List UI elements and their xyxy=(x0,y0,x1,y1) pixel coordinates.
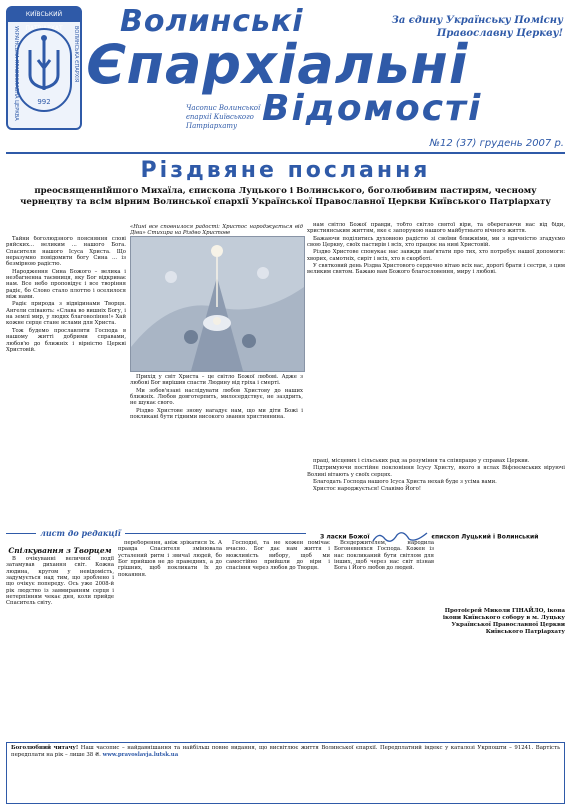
paragraph: Бажаючи поділитись духовною радістю зі своїми ближніми, ми з вдячністю згадуємо свою Церкву, своїх пастирів і всіх, хто працює на ниві Христовій. xyxy=(307,235,565,249)
title-line-1: Волинські xyxy=(120,4,304,39)
article-headline: Різдвяне послання xyxy=(140,158,431,183)
diocese-seal xyxy=(6,6,82,130)
seal-top-text: КИЇВСЬКИЙ ПАТРІАРХАТ xyxy=(8,8,80,22)
masthead-motto: За єдину Українську Помісну Православну Церкву! xyxy=(391,15,563,39)
masthead-subheading: Часопис Волинської єпархії Київського Патріархату xyxy=(186,104,261,130)
paragraph: переборення, аніж зрікатися їх. А правда Спасителя змінювала усталений ритм і звичаї людей, бо Бог прийшов не до праведних, а до грішних, щоб покликати їх до покаяння. xyxy=(118,540,222,578)
paragraph: Різдво Христове знову нагадує нам, що ми діти Божі і покликані бути гідними високого звання християнина. xyxy=(130,407,303,421)
footer-text-block xyxy=(7,743,564,761)
article-column-2 xyxy=(130,374,303,526)
footer-text: Наш часопис – найдавнішання та найбільш повне видання, що висвітлює життя Волинської єпархії. Передплатний індекс у каталозі Укрпошти – 91241. Вартість передплати на рік – лише 38 ₴. xyxy=(11,745,560,758)
paragraph: Господні, та не кожен помічає вчасно. Бог дає нам життя і можливість вибору, щоб ми самостійно прийшли до віри і спасіння через любов до Творця. xyxy=(226,540,330,572)
letter-column-1 xyxy=(6,556,114,738)
paragraph: Народження Сина Божого – велика і незбагненна таємниця, яку Бог відкриває нам. Все небо проповідує і все творіння радіє, бо Слово стало плоттю і оселилося між нами. xyxy=(6,268,126,301)
masthead-divider xyxy=(6,152,565,154)
seal-left-text: УКРАЇНСЬКА ПРАВОСЛАВНА ЦЕРКВА xyxy=(13,26,19,121)
issue-number: №12 (37) грудень 2007 р. xyxy=(429,138,564,149)
letter-column-2 xyxy=(118,540,222,738)
nativity-icon-image xyxy=(130,236,305,372)
article-subtitle: преосвященнійшого Михаїла, єпископа Луцького і Волинського, боголюбивим пастирям, чесному чернецтву та всім вірним Волинської єпархії Української Православної Церкви Київського Патріархату xyxy=(20,186,551,207)
title-line-3: Відомості xyxy=(262,88,483,129)
paragraph: Ми зобов'язані наслідувати любов Христову до наших ближніх. Любов довготерпить, милосердствує, не заздрить, не шукає свого. xyxy=(130,387,303,407)
signature-name: єпископ Луцький і Волинський xyxy=(431,533,539,541)
paragraph: Христос народжується! Славімо Його! xyxy=(313,486,421,493)
title-line-2: Єпархіальні xyxy=(86,33,469,96)
paragraph: Прихід у світ Христа – це світло Божої любові. Адже з любові Бог вирішив спасти Людину від гріха і смерті. xyxy=(130,374,303,387)
letter-column-4 xyxy=(334,540,434,738)
letter-author-note: Протоієрей Миколи ГІНАЙЛО, ікона ікони Київського собору в м. Луцьку Української Православної Церкви Київського Патріархату xyxy=(442,608,565,635)
letters-section-tag: лист до редакції xyxy=(36,528,125,538)
paragraph: У святковий день Різдва Христового сердечно вітаю всіх вас, дорогі брати і сестри, з цим великим святом. Бажаю вам Божого благословення, миру і любові. xyxy=(307,263,565,276)
paragraph: Підтримуючи постійне поклоніння Ісусу Христу, якого в яслах Віфлеємських віруючі Волині вітають у своїх серцях. xyxy=(307,465,565,478)
paragraph: нам світло Божої правди, тобто світло святої віри, та оберегаючи нас від біди, християнським життям, яке є запорукою нашого майбутнього вічного життя. xyxy=(307,222,565,235)
paragraph: Тож будемо прославляти Господа в нашому житті добрими справами, любов'ю до ближніх і вірністю Церкві Христовій. xyxy=(6,327,126,353)
letter-title: Спілкування з Творцем xyxy=(8,546,112,555)
paragraph: Радіє природа з відвідинами Творця. Ангели співають: «Слава во вишніх Богу, і на землі мир, у людях благовоління!» Хай кожне серце стане яслами для Христа. xyxy=(6,301,126,327)
website-link[interactable]: www.pravoslavja.lutsk.ua xyxy=(102,751,179,758)
epigraph-text: «Нині все сповнилося радості: Христос народжується від Діви» Стихира на Різдво Христове xyxy=(130,224,303,236)
paragraph: праці, місцевих і сільських рад за розуміння та співпрацю у справах Церкви. xyxy=(313,458,530,464)
paragraph: Вседержителем, народила Богоневняхся Господа. Кожен із нас покликаний бути світлом для інших, щоб через нас світ пізнав Бога і Його любов до людей. xyxy=(334,540,434,572)
article-column-1 xyxy=(6,236,126,526)
signature-prefix: З ласки Божої xyxy=(320,533,370,541)
seal-right-text: ВОЛИНСЬКА ЄПАРХІЯ xyxy=(73,26,79,83)
article-column-4 xyxy=(307,458,565,524)
paragraph: Тайни боголюдзного поясняння слові ряйских... великим ... нашого Бога. Спасителя нашого Ісуса Христа. Що неразумно повiдомити богу Сина ... із безмiрною радістю. xyxy=(6,236,126,268)
paragraph: Різдво Христове спонукає нас завжди пам'ятати про тих, хто потребує нашої допомоги: хворих, самотніх, сиріт і всіх, хто в скорботі. xyxy=(307,249,565,262)
paragraph: В очікуванні величної події затамував дихання світ. Кожна людина, кругом у невідомість, задумується над тим, що зроблено і що очікує попереду. Ось уже 2008-й рік людство із завмиранням серця і нетерпінням чекає дня, коли прийде Спаситель світу. xyxy=(6,556,114,607)
footer-lead: Боголюбний читачу! xyxy=(11,745,79,751)
subscription-footer xyxy=(6,742,565,804)
paragraph: Благодать Господа нашого Ісуса Христа нехай буде з усіма вами. xyxy=(313,479,497,486)
letter-column-3 xyxy=(226,540,330,738)
seal-year: 992 xyxy=(37,98,51,106)
article-column-3 xyxy=(307,222,565,452)
epigraph xyxy=(130,224,303,236)
